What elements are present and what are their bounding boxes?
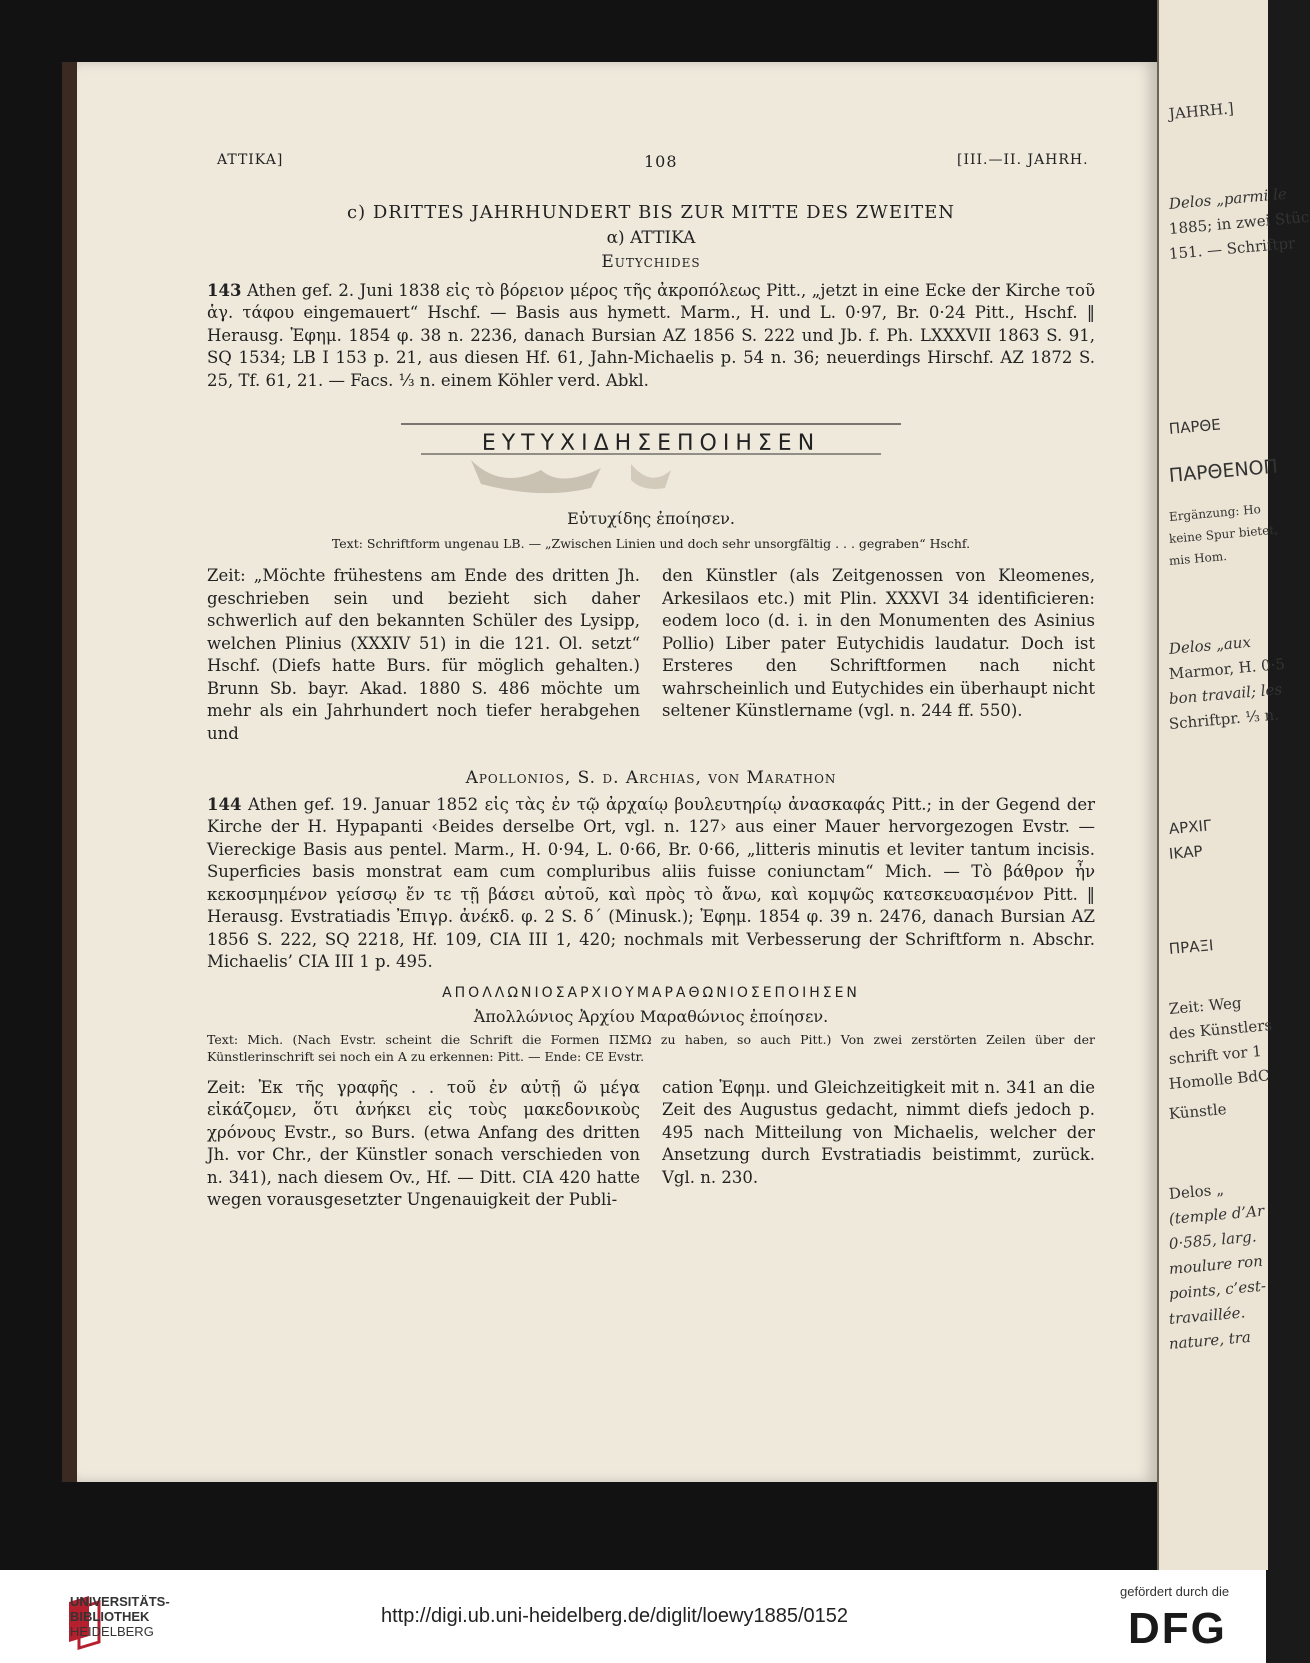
greek-caption-2: Ἀπολλώνιος Ἀρχίου Μαραθώνιος ἐποίησεν. <box>473 1007 829 1026</box>
text-note-2: Text: Mich. (Nach Evstr. scheint die Schrift die Formen ΠΣΜΩ zu haben, so auch Pitt.) Von zwei zerstörten Zeilen über der Künstlerinschrift sei noch ein Α zu erkennen: Pitt. — Ende: ϹΕ Evstr. <box>207 1031 1095 1064</box>
inscription-text: ΕΥΤΥΧΙΔΗΣΕΠΟΙΗΣΕΝ <box>481 431 821 456</box>
column-right: den Künstler (als Zeitgenossen von Kleomenes, Arkesilaos etc.) mit Plin. XXXVI 34 identificieren: eodem loco (d. i. in den Monumenten des Asinius Pollio) Liber pater Eutychidis laudatur. Doch ist Ersteres den Schriftformen nach nicht wahrscheinlich und Eutychides ein überhaupt nicht seltener Künstlername (vgl. n. 244 ff. 550). <box>662 566 1095 720</box>
next-page-fragment: points, c’est- <box>1168 1276 1267 1303</box>
entry-144 <box>207 794 1095 974</box>
next-page-fragment: bon travail; les <box>1168 680 1283 708</box>
page-content <box>207 202 1095 1212</box>
two-column-block <box>207 565 1095 745</box>
book-spine <box>62 62 78 1482</box>
next-page-fragment: schrift vor 1 <box>1168 1041 1263 1068</box>
next-page-fragment: Schriftpr. ⅓ n. <box>1168 705 1280 733</box>
next-page-fragment: Delos „parmi le <box>1168 184 1288 213</box>
next-page-fragment: Delos „ <box>1168 1180 1225 1203</box>
entry-number: 144 <box>207 794 242 814</box>
library-line-2: BIBLIOTHEK <box>70 1609 150 1624</box>
next-page-fragment: ΠΑΡΘΕΝΟΠ <box>1168 455 1279 487</box>
entry-number: 143 <box>207 280 242 300</box>
next-page-fragment: ΠΡΑΞΙ <box>1168 936 1215 958</box>
text-note: Text: Schriftform ungenau LB. — „Zwischen Linien und doch sehr unsorgfältig . . . gegraben“ Hschf. <box>331 535 971 551</box>
running-head-left: ATTIKA] <box>217 152 284 168</box>
next-page-fragment: keine Spur bietet, <box>1168 522 1279 546</box>
next-page-fragment: ΙΚΑΡ <box>1168 842 1204 863</box>
next-page-fragment: (temple d’Ar <box>1168 1201 1265 1228</box>
viewer-footer <box>0 1570 1266 1663</box>
next-page-edge <box>1157 0 1310 1570</box>
inscription-drawing <box>391 402 911 502</box>
library-line-3: HEIDELBERG <box>70 1624 154 1639</box>
next-page-fragment: ΠΑΡΘΕ <box>1168 415 1222 438</box>
running-head-right: [III.—II. JAHRH. <box>957 152 1089 168</box>
next-page-fragment: 0·585, larg. <box>1168 1227 1258 1253</box>
section-subtitle: α) ATTIKA <box>606 227 696 248</box>
dfg-logo: DFG <box>1128 1604 1227 1653</box>
inscription-line: ΑΠΟΛΛΩΝΙΟΣΑΡΧΙΟΥΜΑΡΑΘΩΝΙΟΣΕΠΟΙΗΣΕΝ <box>442 984 860 1001</box>
next-page-fragment: Marmor, H. 0·5 <box>1168 654 1286 683</box>
entry-143 <box>207 280 1095 393</box>
next-page-fragment: Ergänzung: Ho <box>1168 502 1262 524</box>
next-page-fragment: moulure ron <box>1168 1251 1264 1278</box>
entry-text: Athen gef. 2. Juni 1838 εἰς τὸ βόρειον μέρος τῆς ἀκροπόλεως Pitt., „jetzt in eine Ecke der Kirche τοῦ ἁγ. τάφου eingemauert“ Hschf. — Basis aus hymett. Marm., H. und L. 0·97, Br. 0·24 Pitt., Hschf. ‖ Herausg. Ἐφημ. 1854 φ. 38 n. 2236, danach Bursian AZ 1856 S. 222 und Jb. f. Ph. LXXXVII 1863 S. 91, SQ 1534; LB I 153 p. 21, aus diesen Hf. 61, Jahn-Michaelis p. 54 n. 36; neuerdings Hirschf. AZ 1872 S. 25, Tf. 61, 21. — Facs. ⅓ n. einem Köhler verd. Abkl. <box>207 280 1095 390</box>
permalink-url[interactable]: http://digi.ub.uni-heidelberg.de/diglit/loewy1885/0152 <box>381 1605 849 1627</box>
book-page <box>77 62 1157 1482</box>
next-page-fragment: Künstle <box>1168 1100 1228 1123</box>
artist-heading-2: Apollonios, S. d. Archias, von Marathon <box>465 768 837 788</box>
next-page-fragment: travaillée. <box>1168 1303 1246 1328</box>
next-page-fragment: mis Hom. <box>1168 548 1228 568</box>
section-title: c) DRITTES JAHRHUNDERT BIS ZUR MITTE DES ZWEITEN <box>347 202 955 223</box>
next-page-fragment: Delos „aux <box>1168 632 1252 658</box>
page-number: 108 <box>644 152 678 171</box>
next-page-fragment: JAHRH.] <box>1168 99 1235 123</box>
next-page-fragment: nature, tra <box>1168 1327 1252 1353</box>
next-page-fragment: des Künstlers <box>1168 1016 1273 1043</box>
column-right-2: cation Ἐφημ. und Gleichzeitigkeit mit n. 341 an die Zeit des Augustus gedacht, nimmt diefs jedoch p. 495 nach Mitteilung von Michaelis, welcher der Ansetzung durch Evstratiadis beistimmt, zurück. Vgl. n. 230. <box>662 1077 1095 1187</box>
next-page-fragment: ΑΡΧΙΓ <box>1168 816 1212 838</box>
column-left: Zeit: „Möchte frühestens am Ende des dritten Jh. geschrieben sein und bezieht sich daher schwerlich auf den bekannten Schüler des Lysipp, welchen Plinius (XXXIV 51) in die 121. Ol. setzt“ Hschf. (Diefs hatte Burs. für möglich gehalten.) Brunn Sb. bayr. Akad. 1880 S. 486 möchte um mehr als ein Jahrhundert noch tiefer herabgehen und <box>207 566 640 743</box>
two-column-block-2 <box>207 1077 1095 1212</box>
entry-text: Athen gef. 19. Januar 1852 εἰς τὰς ἐν τῷ ἀρχαίῳ βουλευτηρίῳ ἀνασκαφάς Pitt.; in der Gegend der Kirche der H. Hypapanti ‹Beides derselbe Ort, vgl. n. 127› aus einer Mauer hervorgezogen Evstr. — Viereckige Basis aus pentel. Marm., H. 0·94, L. 0·66, Br. 0·66, „litteris minutis et leviter tantum incisis. Superficies basis monstrat eam cum compluribus aliis fuisse coniunctam“ Mich. — Τὸ βάθρον ἦν κεκοσμημένον γείσσῳ ἔν τε τῇ βάσει αὐτοῦ, καὶ πρὸς τὸ ἄνω, καὶ κομψῶς κατεσκευασμένον Pitt. ‖ Herausg. Evstratiadis Ἐπιγρ. ἀνέκδ. φ. 2 S. δ΄ (Minusk.); Ἐφημ. 1854 φ. 39 n. 2476, danach Bursian AZ 1856 S. 222, SQ 2218, Hf. 109, CIA III 1, 420; nochmals mit Verbesserung der Schriftform n. Abschr. Michaelis’ CIA III 1 p. 495. <box>207 794 1095 971</box>
artist-heading: Eutychides <box>601 252 701 272</box>
library-line-1: UNIVERSITÄTS- <box>70 1594 170 1609</box>
column-left-2: Zeit: Ἐκ τῆς γραφῆς . . τοῦ ἐν αὐτῇ ῶ μέγα εἰκάζομεν, ὅτι ἀνήκει εἰς τοὺς μακεδονικοὺς χρόνους Evstr., so Burs. (etwa Anfang des dritten Jh. vor Chr., der Künstler sonach verschieden von n. 341), nach diesem Ov., Hf. — Ditt. CIA 420 hatte wegen vorausgesetzter Ungenauigkeit der Publi- <box>207 1077 640 1209</box>
library-name <box>70 1594 170 1639</box>
next-page-fragment: Zeit: Weg <box>1168 993 1243 1018</box>
greek-caption: Εὐτυχίδης ἐποίησεν. <box>567 509 735 528</box>
sponsor-label: gefördert durch die <box>1120 1584 1230 1599</box>
next-page-fragment: 151. — Schriftpr <box>1168 234 1296 263</box>
next-page-fragment: Homolle BdC <box>1168 1066 1271 1093</box>
next-page-fragment: 1885; in zwei Stüc <box>1168 207 1310 238</box>
